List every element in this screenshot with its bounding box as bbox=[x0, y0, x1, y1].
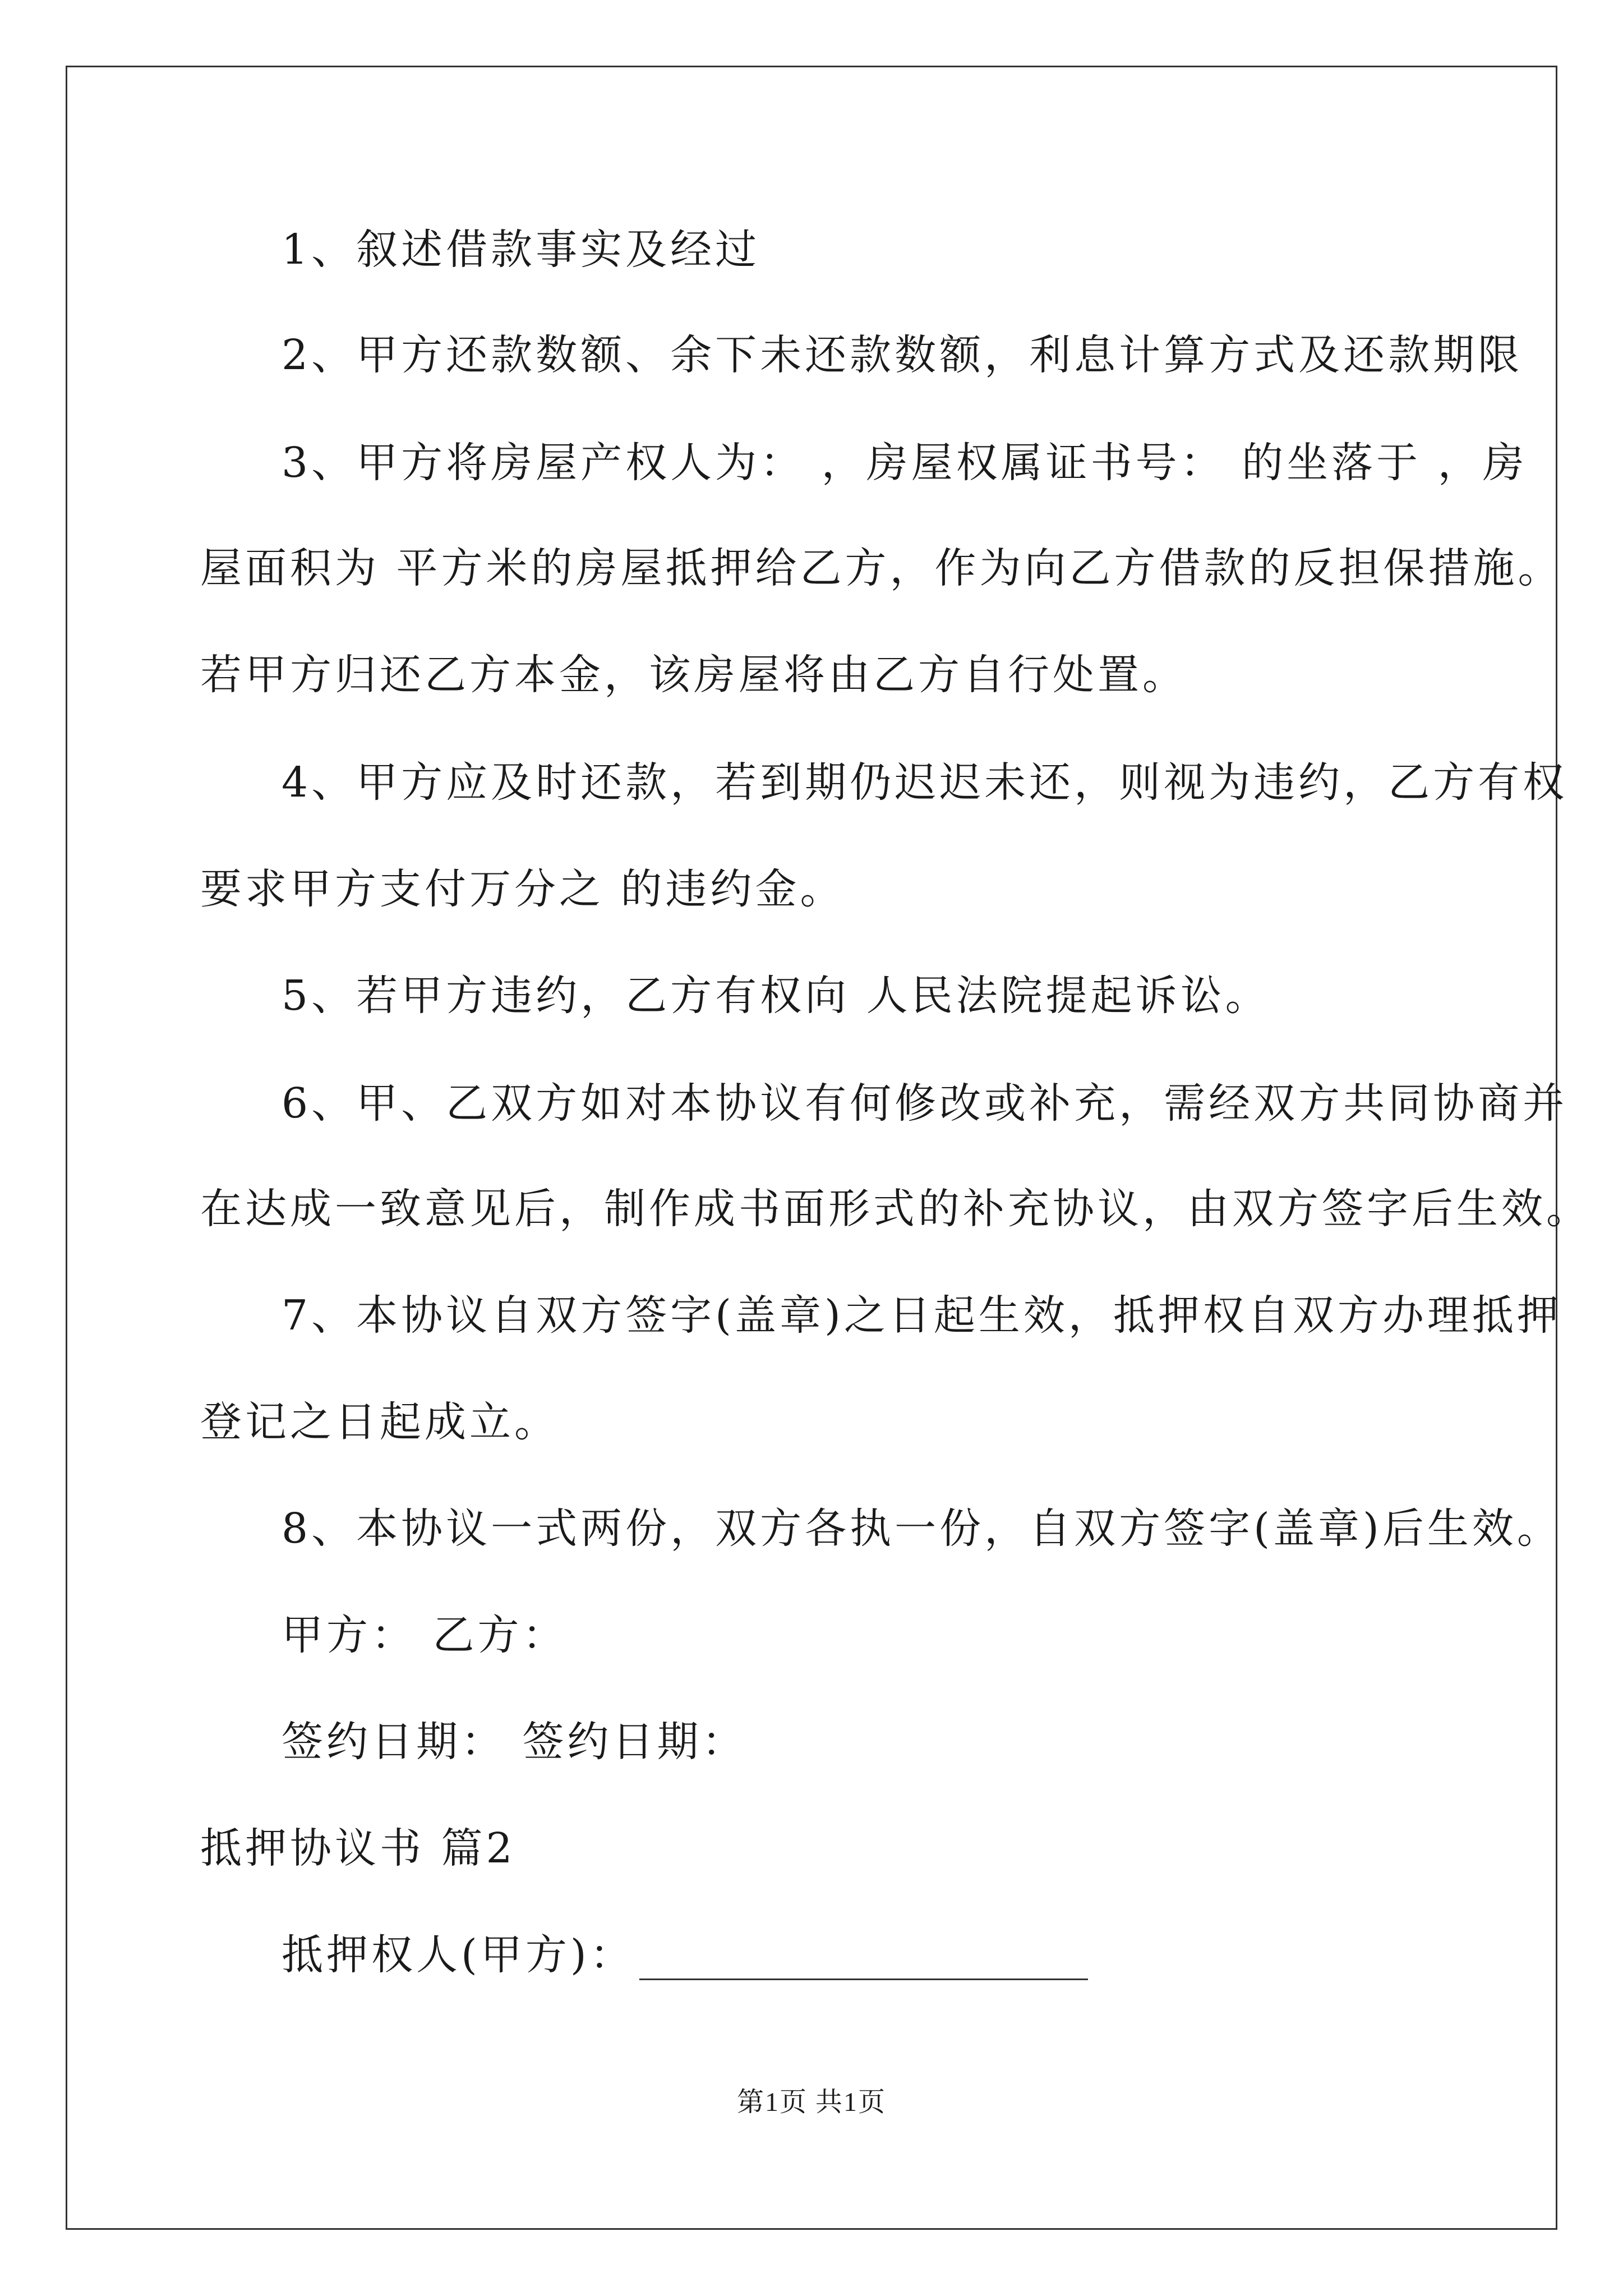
clause-3-line-3: 若甲方归还乙方本金，该房屋将由乙方自行处置。 bbox=[200, 651, 1187, 699]
page-border bbox=[66, 66, 1557, 2230]
clause-1: 1、叙述借款事实及经过 bbox=[282, 226, 760, 274]
section-heading: 抵押协议书 篇2 bbox=[200, 1824, 516, 1872]
parties-line: 甲方： 乙方： bbox=[282, 1611, 568, 1659]
clause-2: 2、甲方还款数额、余下未还款数额，利息计算方式及还款期限 bbox=[282, 331, 1523, 379]
mortgagee-blank bbox=[639, 1939, 1088, 1980]
clause-8: 8、本协议一式两份，双方各执一份，自双方签字(盖章)后生效。 bbox=[282, 1504, 1562, 1553]
mortgagee-label: 抵押权人(甲方)： bbox=[282, 1931, 635, 1979]
clause-6-line-2: 在达成一致意见后，制作成书面形式的补充协议，由双方签字后生效。 bbox=[200, 1185, 1591, 1233]
clause-4-line-2: 要求甲方支付万分之 的违约金。 bbox=[200, 865, 845, 913]
mortgagee-line bbox=[282, 1930, 1088, 1980]
page-footer: 第1页 共1页 bbox=[736, 2087, 886, 2117]
clause-7-line-1: 7、本协议自双方签字(盖章)之日起生效，抵押权自双方办理抵押 bbox=[282, 1291, 1562, 1340]
clause-5: 5、若甲方违约，乙方有权向 人民法院提起诉讼。 bbox=[282, 972, 1270, 1020]
clause-6-line-1: 6、甲、乙双方如对本协议有何修改或补充，需经双方共同协商并 bbox=[282, 1079, 1568, 1128]
signing-date-line: 签约日期： 签约日期： bbox=[282, 1718, 747, 1766]
clause-7-line-2: 登记之日起成立。 bbox=[200, 1398, 559, 1446]
clause-4-line-1: 4、甲方应及时还款，若到期仍迟迟未还，则视为违约，乙方有权 bbox=[282, 758, 1568, 807]
clause-3-line-1: 3、甲方将房屋产权人为： ，房屋权属证书号： 的坐落于 ，房 bbox=[282, 439, 1528, 487]
clause-3-line-2: 屋面积为 平方米的房屋抵押给乙方，作为向乙方借款的反担保措施。 bbox=[200, 544, 1563, 592]
